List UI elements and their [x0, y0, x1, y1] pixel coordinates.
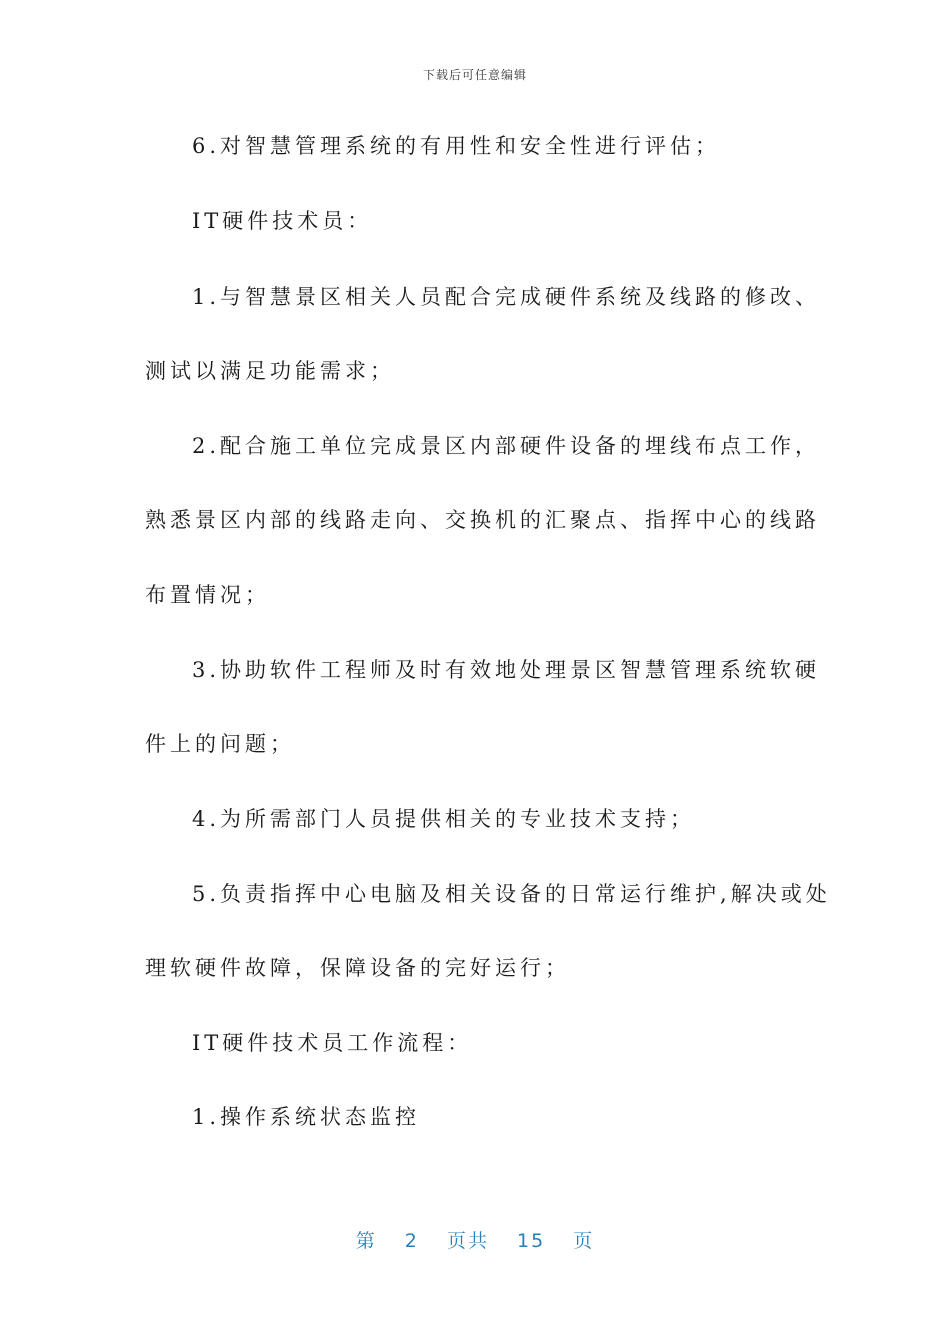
- page-middle: 页共: [446, 1230, 489, 1252]
- page-current: 2: [404, 1230, 419, 1252]
- page-header: 下载后可任意编辑: [422, 68, 527, 82]
- body-line: 测试以满足功能需求；: [145, 359, 395, 383]
- body-line: 3.协助软件工程师及时有效地处理景区智慧管理系统软硬: [192, 658, 821, 682]
- body-line: 理软硬件故障，保障设备的完好运行；: [145, 956, 570, 980]
- page-prefix: 第: [355, 1230, 377, 1252]
- body-line: 4.为所需部门人员提供相关的专业技术支持；: [192, 807, 696, 831]
- section-heading: IT硬件技术员：: [192, 209, 373, 233]
- body-line: 6.对智慧管理系统的有用性和安全性进行评估；: [192, 134, 721, 158]
- body-line: 件上的问题；: [145, 732, 295, 756]
- page-total: 15: [517, 1230, 546, 1252]
- section-heading: IT硬件技术员工作流程：: [192, 1031, 473, 1055]
- page-footer: [0, 1226, 950, 1253]
- body-line: 1.操作系统状态监控: [192, 1105, 421, 1129]
- body-line: 1.与智慧景区相关人员配合完成硬件系统及线路的修改、: [192, 285, 821, 309]
- body-line: 布置情况；: [145, 583, 270, 607]
- body-line: 5.负责指挥中心电脑及相关设备的日常运行维护,解决或处: [192, 882, 831, 906]
- page-suffix: 页: [573, 1230, 595, 1252]
- body-line: 2.配合施工单位完成景区内部硬件设备的埋线布点工作，: [192, 434, 821, 458]
- body-line: 熟悉景区内部的线路走向、交换机的汇聚点、指挥中心的线路: [145, 508, 820, 532]
